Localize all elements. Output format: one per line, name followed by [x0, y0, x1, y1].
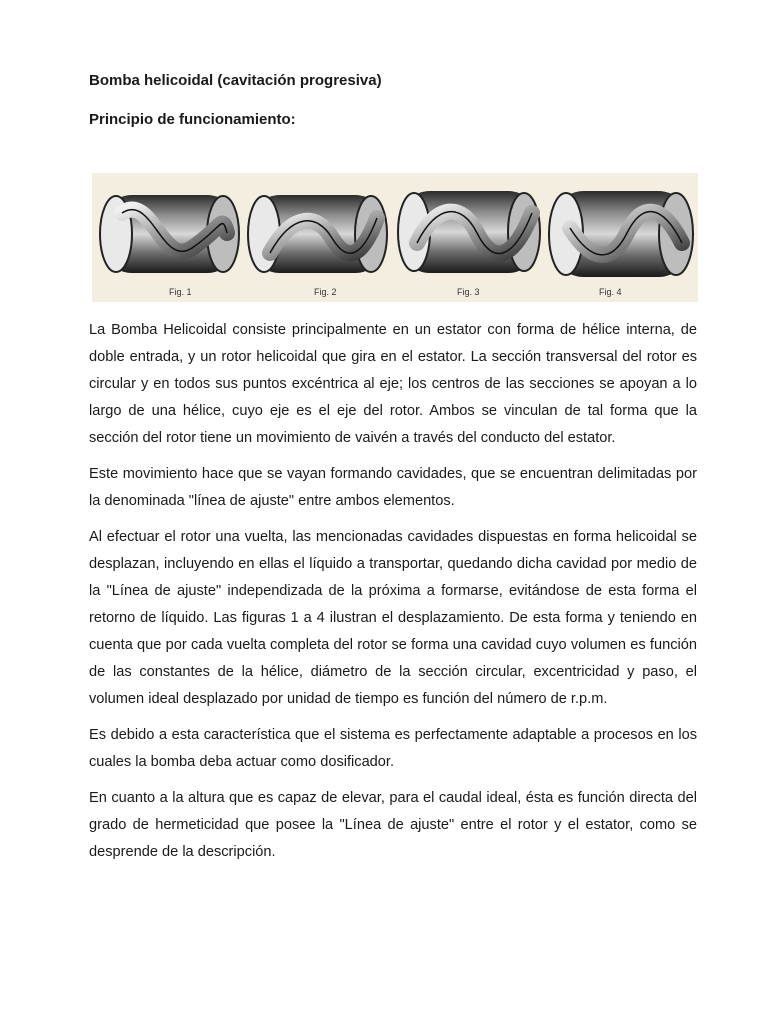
helical-pump-illustration — [92, 173, 698, 302]
paragraph-1: La Bomba Helicoidal consiste principalmente en un estator con forma de hélice interna, de doble entrada, y un rotor helicoidal que gira en el estator. La sección transversal del rotor es circular y en todos sus puntos excéntrica al eje; los centros de las secciones se apoyan a lo largo de una hélice, cuyo eje es el eje del rotor. Ambos se vinculan de tal forma que la sección del rotor tiene un movimiento de vaivén a través del conducto del estator. — [89, 322, 697, 446]
figure-label-1: Fig. 1 — [169, 287, 192, 297]
body-text — [89, 317, 697, 875]
document-title: Bomba helicoidal (cavitación progresiva) — [89, 72, 382, 89]
section-subtitle: Principio de funcionamiento: — [89, 111, 296, 128]
paragraph-3: Al efectuar el rotor una vuelta, las mencionadas cavidades dispuestas en forma helicoidal se desplazan, incluyendo en ellas el líquido a transportar, quedando dicha cavidad por medio de la "Línea de ajuste" independizada de la próxima a formarse, evitándose de esta forma el retorno de líquido. Las figuras 1 a 4 ilustran el desplazamiento. De esta forma y teniendo en cuenta que por cada vuelta completa del rotor se forma una cavidad cuyo volumen es función de las constantes de la hélice, diámetro de la sección circular, excentricidad y paso, el volumen ideal desplazado por unidad de tiempo es función del número de r.p.m. — [89, 529, 697, 707]
figure-label-3: Fig. 3 — [457, 287, 480, 297]
paragraph-5: En cuanto a la altura que es capaz de elevar, para el caudal ideal, ésta es función directa del grado de hermeticidad que posee la "Línea de ajuste" entre el rotor y el estator, como se desprende de la descripción. — [89, 790, 697, 860]
pump-figure — [92, 173, 698, 302]
pump-cylinder-3 — [398, 191, 540, 273]
figure-label-2: Fig. 2 — [314, 287, 337, 297]
pump-cylinder-2 — [248, 195, 387, 273]
pump-cylinder-4 — [549, 191, 693, 277]
paragraph-4: Es debido a esta característica que el sistema es perfectamente adaptable a procesos en los cuales la bomba deba actuar como dosificador. — [89, 727, 697, 770]
figure-label-4: Fig. 4 — [599, 287, 622, 297]
pump-cylinder-1 — [100, 195, 239, 273]
paragraph-2: Este movimiento hace que se vayan formando cavidades, que se encuentran delimitadas por la denominada "línea de ajuste" entre ambos elementos. — [89, 466, 697, 509]
